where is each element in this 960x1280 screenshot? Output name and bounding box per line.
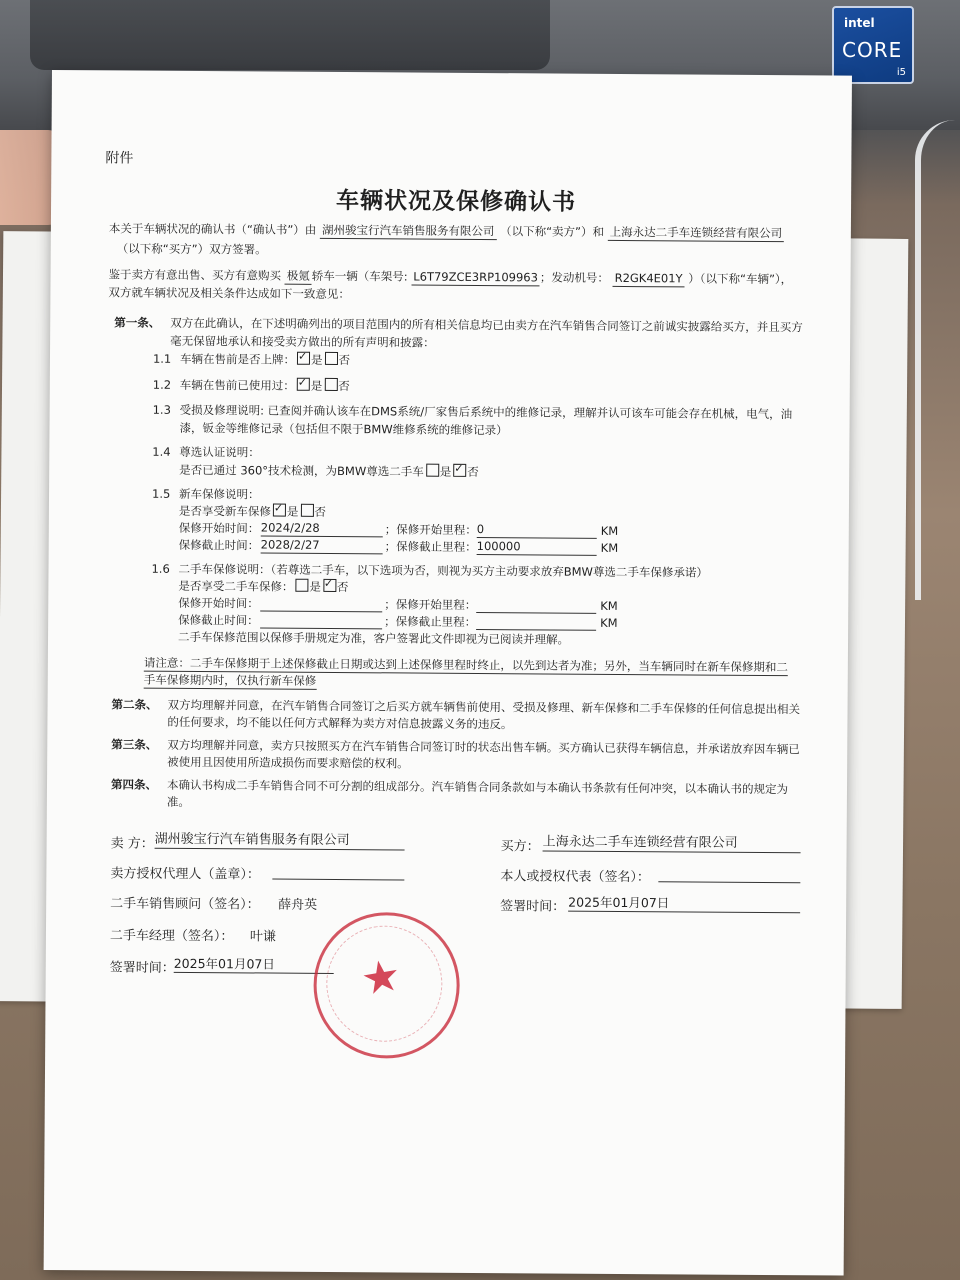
no-label: 否 xyxy=(338,353,351,368)
intro-text-a: 本关于车辆状况的确认书（“确认书”）由 xyxy=(108,221,317,237)
notice-line-1: 请注意：二手车保修期于上述保修截止日期或达到上述保修里程时终止，以先到达者为准；另外，当车辆同时在新车保修期和二 xyxy=(143,655,788,675)
laptop-keyboard-edge xyxy=(30,0,550,70)
item-1-6-question: 是否享受二手车保修： xyxy=(178,578,294,594)
item-1-2-label: 车辆在售前已使用过： xyxy=(179,377,295,393)
item-1-5-number: 1.5 xyxy=(151,486,171,501)
article-2-line-2: 的任何要求，均不能以任何方式解释为卖方对信息披露义务的违反。 xyxy=(167,714,513,732)
new-warranty-end-label: 保修截止时间： xyxy=(178,537,260,553)
notice-line-2: 手车保修期内时，仅执行新车保修 xyxy=(143,672,317,688)
item-1-1-number: 1.1 xyxy=(152,351,172,366)
intro2-text-c: ；发动机号： xyxy=(539,270,610,285)
certified-yes-checkbox[interactable] xyxy=(426,464,439,477)
used-warranty-no-checkbox[interactable] xyxy=(323,579,336,592)
article-1-line-1: 双方在此确认，在下述明确列出的项目范围内的所有相关信息均已由卖方在汽车销售合同签订之前诚实披露给买方，并且买方 xyxy=(170,315,803,335)
article-4-line-1: 本确认书构成二手车销售合同不可分割的组成部分。汽车销售合同条款如与本确认书条款有任何冲突，以本确认书的规定为 xyxy=(166,777,789,797)
yes-label: 是 xyxy=(310,378,323,393)
plated-yes-checkbox[interactable] xyxy=(297,352,310,365)
used-warranty-end-label: 保修截止时间： xyxy=(178,612,259,628)
document-sheet xyxy=(44,70,852,1276)
intel-core-sticker xyxy=(832,6,914,84)
seller-date-value[interactable]: 2025年01月07日 xyxy=(174,957,334,974)
no-label: 否 xyxy=(314,504,326,519)
buyer-date-label: 签署时间： xyxy=(500,899,566,915)
sticker-brand: intel xyxy=(844,16,875,30)
seller-date-label: 签署时间： xyxy=(109,960,175,976)
item-1-1 xyxy=(180,351,350,368)
km-unit: KM xyxy=(600,615,618,630)
used-warranty-yes-checkbox[interactable] xyxy=(295,579,308,592)
intro2-text-b: 轿车一辆（车架号: xyxy=(311,268,408,284)
document-title: 车辆状况及保修确认书 xyxy=(336,187,577,216)
new-warranty-start-mileage-label: ；保修开始里程： xyxy=(384,522,477,537)
article-2-label: 第二条、 xyxy=(111,697,158,712)
new-warranty-end-mileage-label: ；保修截止里程： xyxy=(384,539,477,554)
seller-agent-field[interactable] xyxy=(272,864,404,881)
advisor-label: 二手车销售顾问（签名）： xyxy=(110,896,260,913)
new-warranty-no-checkbox[interactable] xyxy=(300,504,313,517)
article-4-label: 第四条、 xyxy=(110,777,158,792)
manager-signature: 叶谦 xyxy=(249,929,277,945)
used-warranty-start-mileage[interactable] xyxy=(476,597,596,614)
buyer-rep-field[interactable] xyxy=(658,866,800,883)
item-1-6-line-1: 二手车保修说明：（若尊选二手车，以下选项为否，则视为买方主动要求放弃BMW尊选二手车保修承诺） xyxy=(178,561,708,580)
item-1-5-line-1: 新车保修说明： xyxy=(178,486,260,502)
seller-label: 卖 方： xyxy=(110,836,154,852)
item-1-5-question: 是否享受新车保修 xyxy=(178,503,271,519)
item-1-2 xyxy=(180,377,350,394)
item-1-3-line-1: 受损及修理说明: 已查阅并确认该车在DMS系统/厂家售后系统中的维修记录，理解并认可该车可能会存在机械，电气，油 xyxy=(179,402,793,422)
used-no-checkbox[interactable] xyxy=(324,378,337,391)
advisor-signature: 薛舟英 xyxy=(278,897,318,913)
used-warranty-start-mileage-label: ；保修开始里程： xyxy=(384,597,477,612)
article-1-line-2: 毫无保留地承认和接受卖方做出的所有声明和披露： xyxy=(170,333,435,350)
new-warranty-end-date[interactable]: 2028/2/27 xyxy=(261,537,383,554)
seller-agent-label: 卖方授权代理人（盖章）： xyxy=(110,866,260,883)
km-unit: KM xyxy=(600,523,619,538)
intro2-text-d: ）（以下称“车辆”）， xyxy=(688,271,793,287)
plated-no-checkbox[interactable] xyxy=(324,352,337,365)
sticker-model: i5 xyxy=(896,67,906,78)
yes-label: 是 xyxy=(309,579,321,594)
item-1-2-number: 1.2 xyxy=(152,377,172,392)
vin-number: L6T79ZCE3RP109963 xyxy=(411,269,540,287)
article-3-line-1: 双方均理解并同意，卖方只按照买方在汽车销售合同签订时的状态出售车辆。买方确认已获得车辆信息，并承诺放弃因车辆已 xyxy=(167,737,800,757)
item-1-4-number: 1.4 xyxy=(152,444,171,459)
item-1-4-question: 是否已通过 360°技术检测，为BMW尊选二手车 xyxy=(179,462,424,479)
new-warranty-start-label: 保修开始时间： xyxy=(178,520,260,536)
manager-label: 二手车经理（签名）： xyxy=(109,928,234,945)
certified-no-checkbox[interactable] xyxy=(453,464,466,477)
article-1-label: 第一条、 xyxy=(114,315,161,330)
buyer-value[interactable]: 上海永达二手车连锁经营有限公司 xyxy=(543,835,801,853)
new-warranty-yes-checkbox[interactable] xyxy=(273,504,286,517)
article-3-line-2: 被使用且因使用所造成损伤而要求赔偿的权利。 xyxy=(167,754,409,771)
car-model: 极氪 xyxy=(285,268,312,285)
item-1-5-line-2 xyxy=(179,503,326,520)
used-warranty-end-date[interactable] xyxy=(260,612,382,629)
engine-number: R2GK4E01Y xyxy=(613,270,685,288)
item-1-4-line-1: 尊选认证说明： xyxy=(179,444,260,460)
item-1-6-number: 1.6 xyxy=(151,561,170,576)
article-4-line-2: 准。 xyxy=(166,794,190,809)
seller-value[interactable]: 湖州骏宝行汽车销售服务有限公司 xyxy=(155,833,405,851)
seal-star-icon: ★ xyxy=(357,949,405,1007)
used-warranty-end-mileage[interactable] xyxy=(476,614,596,631)
article-2-line-1: 双方均理解并同意，在汽车销售合同签订之后买方就车辆售前使用、受损及修理、新车保修和二手车保修的任何信息提出相关 xyxy=(167,697,801,717)
item-1-4-line-2 xyxy=(179,462,479,480)
white-cable xyxy=(915,120,960,600)
item-1-6-line-2 xyxy=(178,578,348,595)
intro-line-1 xyxy=(109,220,784,242)
intro-buyer-name: 上海永达二手车连锁经营有限公司 xyxy=(608,224,785,242)
buyer-rep-label: 本人或授权代表（签名）： xyxy=(500,869,650,886)
used-yes-checkbox[interactable] xyxy=(297,378,310,391)
intro-seller-name: 湖州骏宝行汽车销售服务有限公司 xyxy=(320,222,497,240)
intro-line-4: 双方就车辆状况及相关条件达成如下一致意见： xyxy=(108,285,350,302)
no-label: 否 xyxy=(467,464,479,479)
yes-label: 是 xyxy=(310,352,323,367)
km-unit: KM xyxy=(600,540,619,555)
buyer-label: 买方： xyxy=(500,839,540,855)
item-1-3-number: 1.3 xyxy=(152,402,171,417)
sticker-product: CORE xyxy=(842,38,903,62)
yes-label: 是 xyxy=(439,464,452,479)
item-1-1-label: 车辆在售前是否上牌： xyxy=(179,351,296,367)
no-label: 否 xyxy=(338,379,350,394)
used-warranty-end-mileage-label: ；保修截止里程： xyxy=(384,614,477,629)
new-warranty-end-mileage[interactable]: 100000 xyxy=(477,539,597,556)
used-warranty-start-date[interactable] xyxy=(260,595,382,612)
company-seal-stamp xyxy=(302,901,470,1069)
km-unit: KM xyxy=(600,598,618,613)
no-label: 否 xyxy=(336,580,349,595)
article-3-label: 第三条、 xyxy=(111,737,158,752)
buyer-date-value[interactable]: 2025年01月07日 xyxy=(568,896,800,914)
used-warranty-note: 二手车保修范围以保修手册规定为准，客户签署此文件即视为已阅读并理解。 xyxy=(177,629,570,647)
annex-label: 附件 xyxy=(105,150,134,167)
yes-label: 是 xyxy=(286,504,299,519)
intro-text-b: （以下称“卖方”）和 xyxy=(500,224,605,239)
item-1-3-line-2: 漆，钣金等维修记录（包括但不限于BMW维修系统的维修记录） xyxy=(179,420,508,438)
new-warranty-start-mileage[interactable]: 0 xyxy=(477,522,597,539)
used-warranty-start-label: 保修开始时间： xyxy=(178,595,259,611)
intro2-text-a: 鉴于卖方有意出售、买方有意购买 xyxy=(108,267,282,283)
intro-line-2: （以下称“买方”）双方签署。 xyxy=(116,241,267,257)
new-warranty-start-date[interactable]: 2024/2/28 xyxy=(261,520,383,537)
